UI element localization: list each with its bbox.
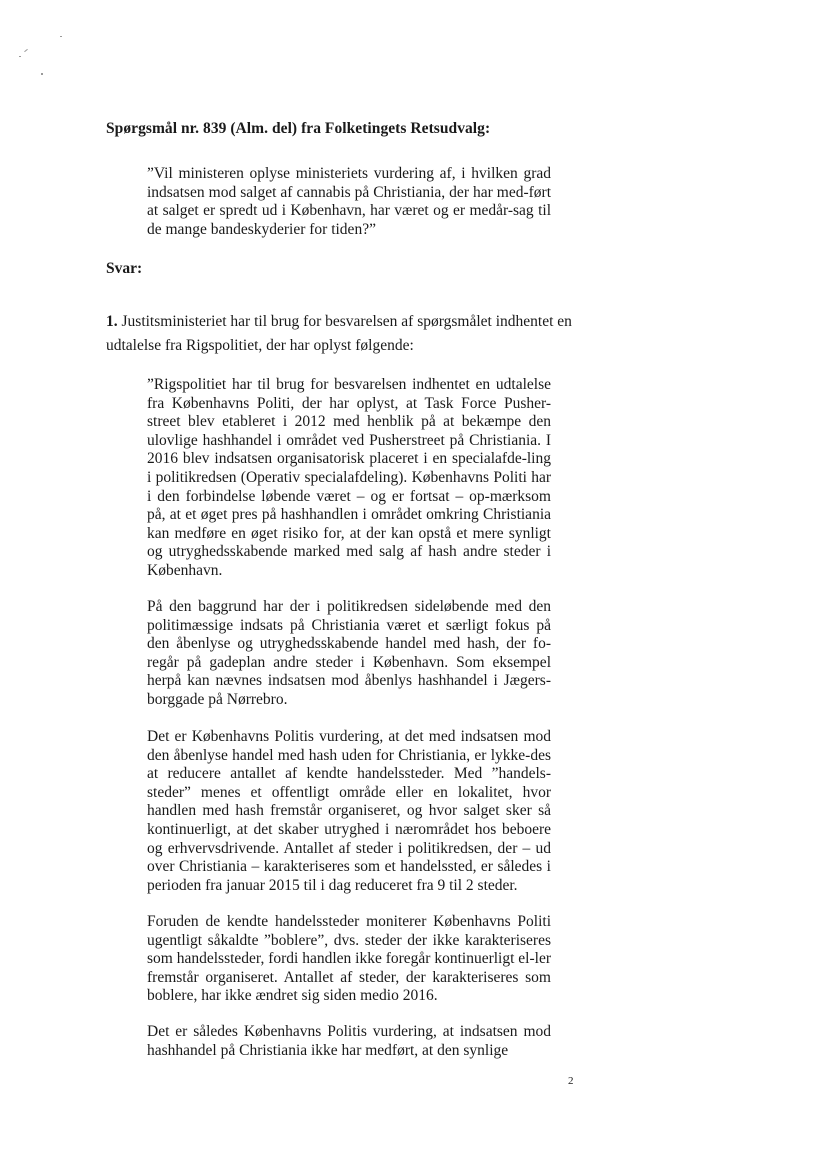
answer-label: Svar: <box>106 260 143 277</box>
scan-speck <box>60 36 62 37</box>
scan-speck <box>24 49 28 52</box>
quote-paragraph: Det er således Københavns Politis vurdering, at indsatsen mod hashhandel på Christiania ikke har medført, at den synlige <box>147 1023 551 1059</box>
answer-intro-paragraph <box>106 310 596 358</box>
quote-paragraph: Det er Københavns Politis vurdering, at det med indsatsen mod den åbenlyse handel med hash uden for Christiania, er lykke-des at reducere antallet af kendte handelssteder. Med ”handels-steder” menes et offentligt område eller en lokalitet, hvor handlen med hash fremstår organiseret, og hvor salget sker så kontinuerligt, at det skaber utryghed i nærområdet hos beboere og erhvervsdrivende. Antallet af steder i politikredsen, der – ud over Christiania – karakteriseres som et handelssted, er således i perioden fra januar 2015 til i dag reduceret fra 9 til 2 steder. <box>147 728 551 894</box>
quote-paragraph: ”Rigspolitiet har til brug for besvarelsen indhentet en udtalelse fra Københavns Politi, der har oplyst, at Task Force Pusher-street blev etableret i 2012 med henblik på at bekæmpe den ulovlige hashhandel i området ved Pusherstreet på Christiania. I 2016 blev indsatsen organisatorisk placeret i en specialafde-ling i politikredsen (Operativ specialafdeling). Københavns Politi har i den forbindelse løbende været – og er fortsat – op-mærksom på, at et øget pres på hashhandlen i området omkring Christiania kan medføre en øget risiko for, at der kan opstå et mere synligt og utryghedsskabende marked med salg af hash andre steder i København. <box>147 376 551 579</box>
quote-paragraph: På den baggrund har der i politikredsen sideløbende med den politimæssige indsats på Christiania været et særligt fokus på den åbenlyse og utryghedsskabende handel med hash, der fo-regår på gadeplan andre steder i København. Som eksempel herpå kan nævnes indsatsen mod åbenlys hashhandel i Jægers-borggade på Nørrebro. <box>147 598 551 708</box>
scan-speck <box>19 56 21 57</box>
document-heading: Spørgsmål nr. 839 (Alm. del) fra Folketingets Retsudvalg: <box>106 120 491 137</box>
answer-intro-text: Justitsministeriet har til brug for besvarelsen af spørgsmålet indhentet en udtalelse fra Rigspolitiet, der har oplyst følgende: <box>106 313 572 354</box>
scan-speck <box>41 73 43 75</box>
page-number: 2 <box>568 1075 574 1087</box>
question-text: ”Vil ministeren oplyse ministeriets vurdering af, i hvilken grad indsatsen mod salget af cannabis på Christiania, der har med-ført at salget er spredt ud i København, har været og er medår-sag til de mange bandeskyderier for tiden?” <box>147 165 551 238</box>
quote-paragraph: Foruden de kendte handelssteder moniterer Københavns Politi ugentligt såkaldte ”boblere”, dvs. steder der ikke karakteriseres som handelssteder, fordi handlen ikke foregår kontinuerligt el-ler fremstår organiseret. Antallet af steder, der karakteriseres som boblere, har ikke ændret sig siden medio 2016. <box>147 913 551 1005</box>
answer-number: 1. <box>106 313 118 330</box>
